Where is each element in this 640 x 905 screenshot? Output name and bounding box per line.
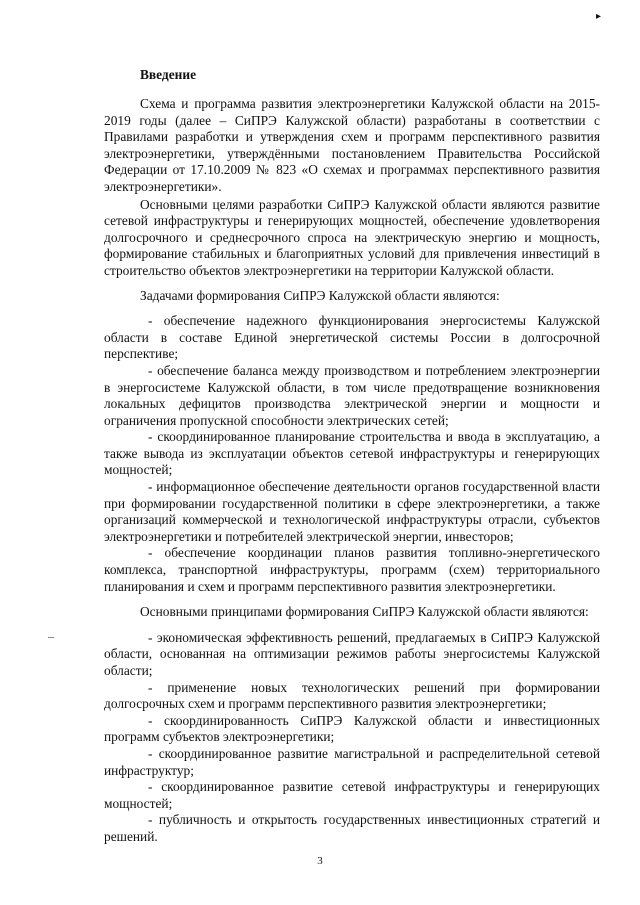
list-item: - применение новых технологических решений при формировании долгосрочных схем и программ перспективного развития электроэнергетики; — [104, 679, 600, 712]
goals-paragraph: Основными целями разработки СиПРЭ Калужской области являются развитие сетевой инфраструктуры и генерирующих мощностей, обеспечение удовлетворения долгосрочного и среднесрочного спроса на электрическую энергию и мощность, формирование стабильных и благоприятных условий для привлечения инвестиций в строительство объектов электроэнергетики на территории Калужской области. — [104, 196, 600, 278]
list-item: - экономическая эффективность решений, предлагаемых в СиПРЭ Калужской области, основанная на оптимизации режимов работы энергосистемы Калужской области; — [104, 629, 600, 678]
list-item: - скоординированное планирование строительства и ввода в эксплуатацию, а также вывода из эксплуатации объектов сетевой инфраструктуры и генерирующих мощностей; — [104, 429, 600, 478]
principles-list — [104, 630, 600, 846]
list-item: - скоординированное развитие магистральной и распределительной сетевой инфраструктур; — [104, 745, 600, 778]
margin-tick — [48, 637, 54, 638]
corner-mark: ▸ — [596, 11, 602, 22]
list-item: - обеспечение координации планов развития топливно-энергетического комплекса, транспортной инфраструктуры, программ (схем) территориального планирования и схем и программ перспективного развития электроэнергетики. — [104, 545, 600, 594]
list-item: - информационное обеспечение деятельности органов государственной власти при формировании государственной политики в сфере электроэнергетики, а также организаций коммерческой и технологической инфраструктуры отрасли, субъектов электроэнергетики и потребителей электрической энергии, инвесторов; — [104, 479, 600, 544]
document-body — [104, 66, 600, 846]
tasks-intro: Задачами формирования СиПРЭ Калужской области являются: — [140, 287, 500, 303]
page-number: 3 — [317, 855, 323, 867]
principles-intro: Основными принципами формирования СиПРЭ Калужской области являются: — [140, 604, 589, 620]
list-item: - обеспечение баланса между производством и потреблением электроэнергии в энергосистеме Калужской области, в том числе предотвращение возникновения локальных дефицитов производства электрической энергии и мощности и ограничения пропускной способности электрических сетей; — [104, 362, 600, 428]
list-item: - обеспечение надежного функционирования энергосистемы Калужской области в составе Единой энергетической системы России в долгосрочной перспективе; — [104, 313, 600, 362]
section-heading: Введение — [140, 67, 197, 82]
list-item: - публичность и открытость государственных инвестиционных стратегий и решений. — [104, 812, 600, 844]
list-item: - скоординированное развитие сетевой инфраструктуры и генерирующих мощностей; — [104, 779, 600, 811]
tasks-list — [104, 313, 600, 595]
intro-paragraph: Схема и программа развития электроэнергетики Калужской области на 2015-2019 годы (далее – СиПРЭ Калужской области) разработаны в соответствии с Правилами разработки и утверждения схем и программ перспективного развития электроэнергетики, утверждёнными постановлением Правительства Российской Федерации от 17.10.2009 № 823 «О схемах и программах перспективного развития электроэнергетики». — [104, 96, 600, 194]
list-item: - скоординированность СиПРЭ Калужской области и инвестиционных программ субъектов электроэнергетики; — [104, 712, 600, 745]
